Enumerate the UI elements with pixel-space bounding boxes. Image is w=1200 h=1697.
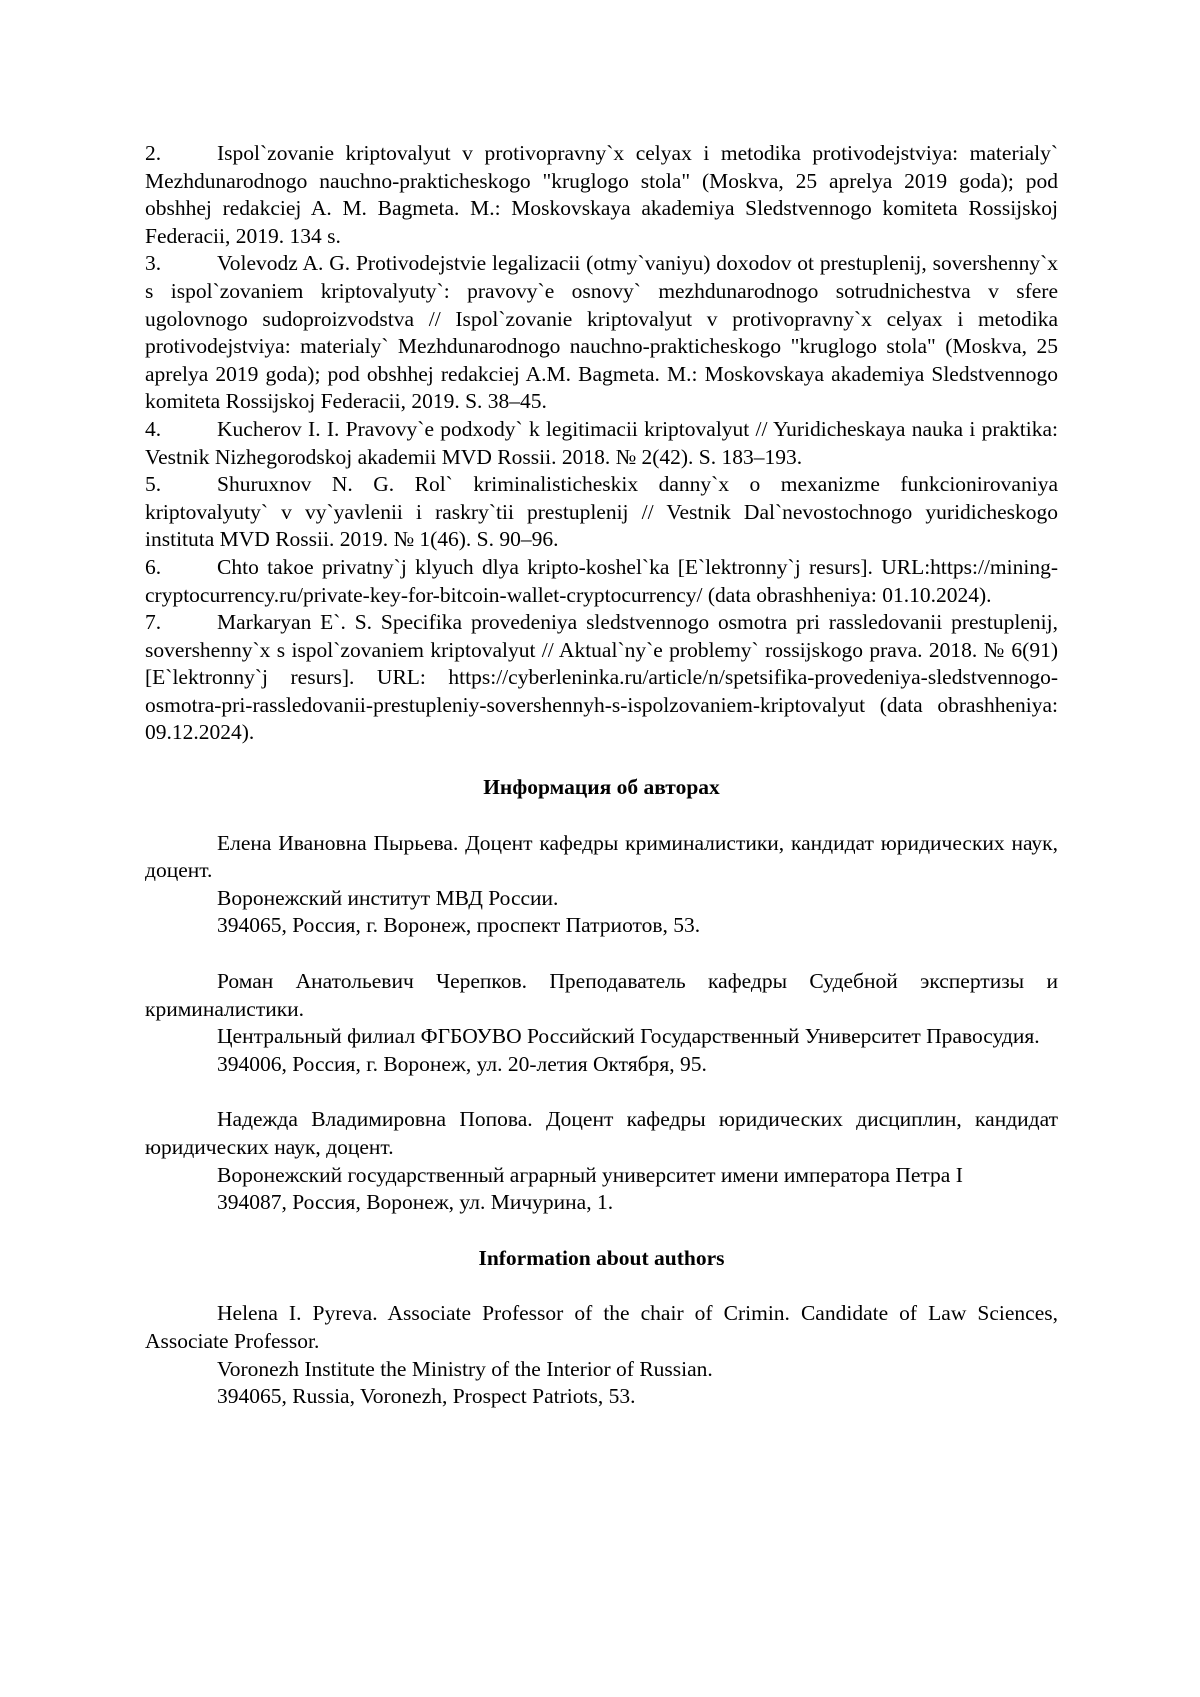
authors-en-heading: Information about authors — [478, 1245, 725, 1270]
author-info-block — [145, 1300, 1058, 1410]
reference-item — [145, 554, 1058, 609]
author-affiliation: Воронежский государственный аграрный университет имени императора Петра I — [217, 1162, 963, 1187]
reference-number: 7. — [145, 610, 162, 635]
author-info-block — [145, 1106, 1058, 1216]
author-affiliation: Воронежский институт МВД России. — [217, 885, 559, 910]
author-name-line: Роман Анатольевич Черепков. Преподаватель кафедры Судебной экспертизы и криминалистики. — [145, 969, 1058, 1021]
reference-number: 2. — [145, 141, 162, 165]
author-address: 394065, Россия, г. Воронеж, проспект Патриотов, 53. — [217, 913, 701, 938]
reference-number: 5. — [145, 472, 162, 497]
author-address: 394065, Russia, Voronezh, Prospect Patriots, 53. — [217, 1384, 636, 1409]
reference-item — [145, 471, 1058, 554]
reference-text: Ispol`zovanie kriptovalyut v protivopravny`x celyax i metodika protivodejstviya: materialy` Mezhdunarodnogo nauchno-prakticheskogo "kruglogo stola" (Moskva, 25 aprelya 2019 goda); pod obshhej redakciej A. M. Bagmeta. M.: Moskovskaya akademiya Sledstvennogo komiteta Rossijskoj Federacii, 2019. 134 s. — [145, 141, 1058, 248]
authors-ru-heading: Информация об авторах — [483, 775, 720, 800]
author-name-line: Helena I. Pyreva. Associate Professor of the chair of Crimin. Candidate of Law Sciences, Associate Professor. — [145, 1301, 1058, 1353]
reference-number: 6. — [145, 554, 162, 579]
reference-text: Markaryan E`. S. Specifika provedeniya sledstvennogo osmotra pri rassledovanii prestuplenij, sovershenny`x s ispol`zovaniem kriptovalyut // Aktual`ny`e problemy` rossijskogo prava. 2018. № 6(91) [E`lektronny`j resurs]. URL: https://cyberleninka.ru/article/n/spetsifika-provedeniya-sledstvennogo-osmotra-pri-rassledovanii-prestupleniy-sovershennyh-s-ispolzovaniem-kriptovalyut (data obrashheniya: 09.12.2024). — [145, 610, 1058, 745]
reference-item — [145, 416, 1058, 471]
author-affiliation: Центральный филиал ФГБОУВО Российский Государственный Университет Правосудия. — [217, 1024, 1040, 1049]
author-name-line: Елена Ивановна Пырьева. Доцент кафедры криминалистики, кандидат юридических наук, доцент. — [145, 830, 1058, 883]
author-info-block — [145, 830, 1058, 940]
document-page — [145, 140, 1058, 1411]
author-info-block — [145, 968, 1058, 1078]
author-affiliation: Voronezh Institute the Ministry of the Interior of Russian. — [217, 1356, 713, 1381]
reference-item — [145, 609, 1058, 747]
reference-number: 3. — [145, 251, 162, 276]
reference-item — [145, 140, 1058, 250]
author-address: 394087, Россия, Воронеж, ул. Мичурина, 1. — [217, 1190, 614, 1215]
reference-number: 4. — [145, 416, 162, 441]
author-address: 394006, Россия, г. Воронеж, ул. 20-летия Октября, 95. — [217, 1051, 707, 1076]
reference-list — [145, 140, 1058, 747]
reference-text: Volevodz A. G. Protivodejstvie legalizacii (otmy`vaniyu) doxodov ot prestuplenij, sovershenny`x s ispol`zovaniem kriptovalyuty`: pravovy`e osnovy` mezhdunarodnogo sotrudnichestva v sfere ugolovnogo sudoproizvodstva // Ispol`zovanie kriptovalyut v protivopravny`x celyax i metodika protivodejstviya: materialy` Mezhdunarodnogo nauchno-prakticheskogo "kruglogo stola" (Moskva, 25 aprelya 2019 goda); pod obshhej redakciej A.M. Bagmeta. M.: Moskovskaya akademiya Sledstvennogo komiteta Rossijskoj Federacii, 2019. S. 38–45. — [145, 251, 1058, 414]
author-name-line: Надежда Владимировна Попова. Доцент кафедры юридических дисциплин, кандидат юридических наук, доцент. — [145, 1107, 1058, 1159]
reference-item — [145, 250, 1058, 416]
reference-text: Shuruxnov N. G. Rol` kriminalisticheskix danny`x o mexanizme funkcionirovaniya kriptovalyuty` v vy`yavlenii i raskry`tii prestuplenij // Vestnik Dal`nevostochnogo yuridicheskogo instituta MVD Rossii. 2019. № 1(46). S. 90–96. — [145, 472, 1058, 552]
reference-text: Chto takoe privatny`j klyuch dlya kripto-koshel`ka [E`lektronny`j resurs]. URL:https://mining-cryptocurrency.ru/private-key-for-bitcoin-wallet-cryptocurrency/ (data obrashheniya: 01.10.2024). — [145, 554, 1058, 607]
reference-text: Kucherov I. I. Pravovy`e podxody` k legitimacii kriptovalyut // Yuridicheskaya nauka i praktika: Vestnik Nizhegorodskoj akademii MVD Rossii. 2018. № 2(42). S. 183–193. — [145, 416, 1058, 469]
